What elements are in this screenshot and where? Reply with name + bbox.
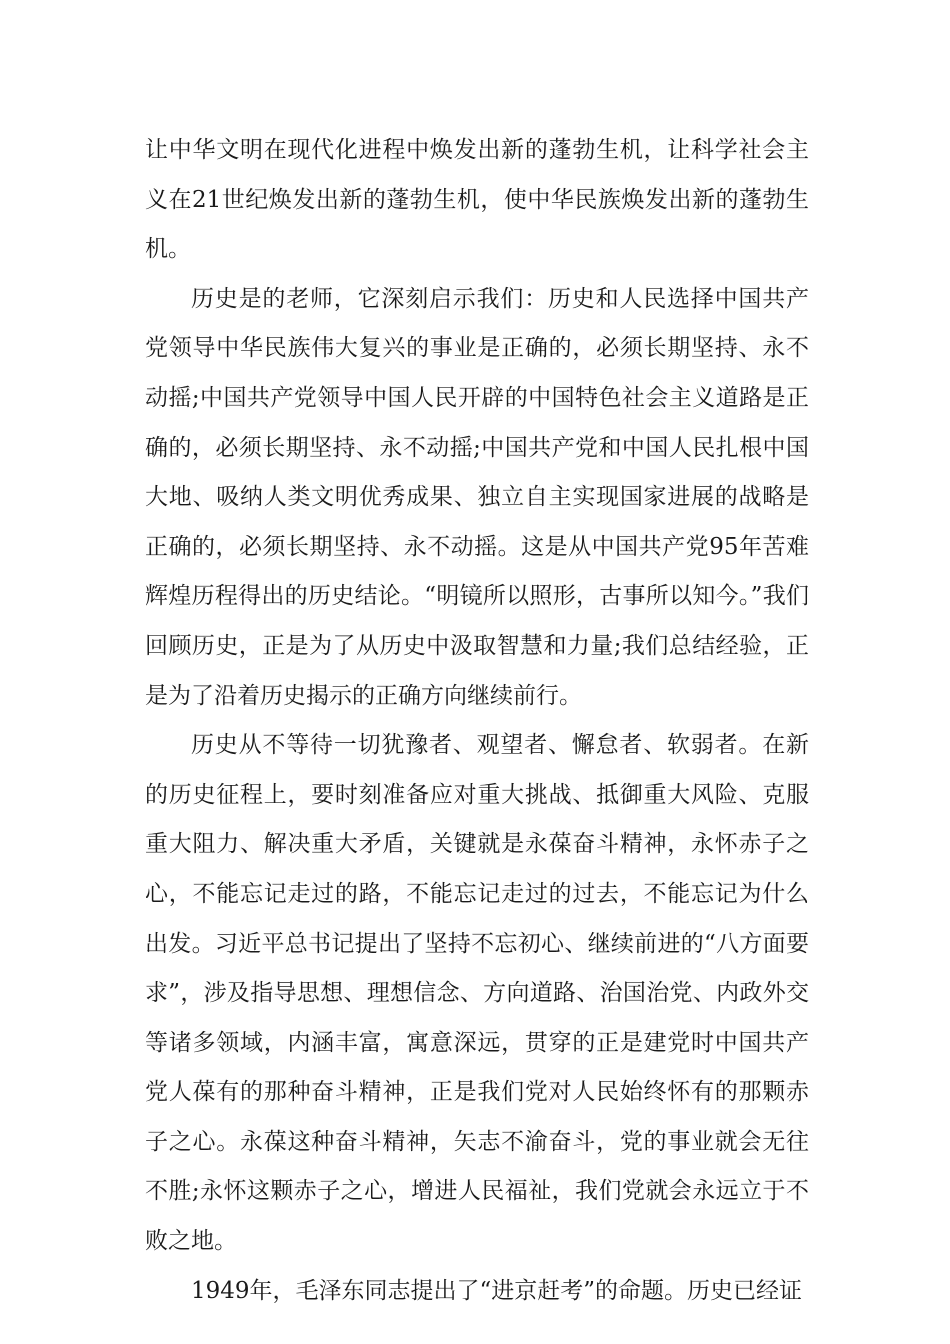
document-body (145, 126, 809, 1316)
paragraph-3: 历史从不等待一切犹豫者、观望者、懈怠者、软弱者。在新的历史征程上，要时刻准备应对重大挑战、抵御重大风险、克服重大阻力、解决重大矛盾，关键就是永葆奋斗精神，永怀赤子之心，不能忘记走过的路，不能忘记走过的过去，不能忘记为什么出发。习近平总书记提出了坚持不忘初心、继续前进的“八方面要求”，涉及指导思想、理想信念、方向道路、治国治党、内政外交等诸多领域，内涵丰富，寓意深远，贯穿的正是建党时中国共产党人葆有的那种奋斗精神，正是我们党对人民始终怀有的那颗赤子之心。永葆这种奋斗精神，矢志不渝奋斗，党的事业就会无往不胜;永怀这颗赤子之心，增进人民福祉，我们党就会永远立于不败之地。 (145, 732, 809, 1255)
paragraph-1: 让中华文明在现代化进程中焕发出新的蓬勃生机，让科学社会主义在21世纪焕发出新的蓬勃生机，使中华民族焕发出新的蓬勃生机。 (145, 137, 809, 263)
paragraph-4: 1949年，毛泽东同志提出了“进京赶考”的命题。历史已经证 (191, 1277, 803, 1304)
paragraph-2: 历史是的老师，它深刻启示我们：历史和人民选择中国共产党领导中华民族伟大复兴的事业是正确的，必须长期坚持、永不动摇;中国共产党领导中国人民开辟的中国特色社会主义道路是正确的，必须长期坚持、永不动摇;中国共产党和中国人民扎根中国大地、吸纳人类文明优秀成果、独立自主实现国家进展的战略是正确的，必须长期坚持、永不动摇。这是从中国共产党95年苦难辉煌历程得出的历史结论。“明镜所以照形，古事所以知今。”我们回顾历史，正是为了从历史中汲取智慧和力量;我们总结经验，正是为了沿着历史揭示的正确方向继续前行。 (145, 285, 809, 709)
